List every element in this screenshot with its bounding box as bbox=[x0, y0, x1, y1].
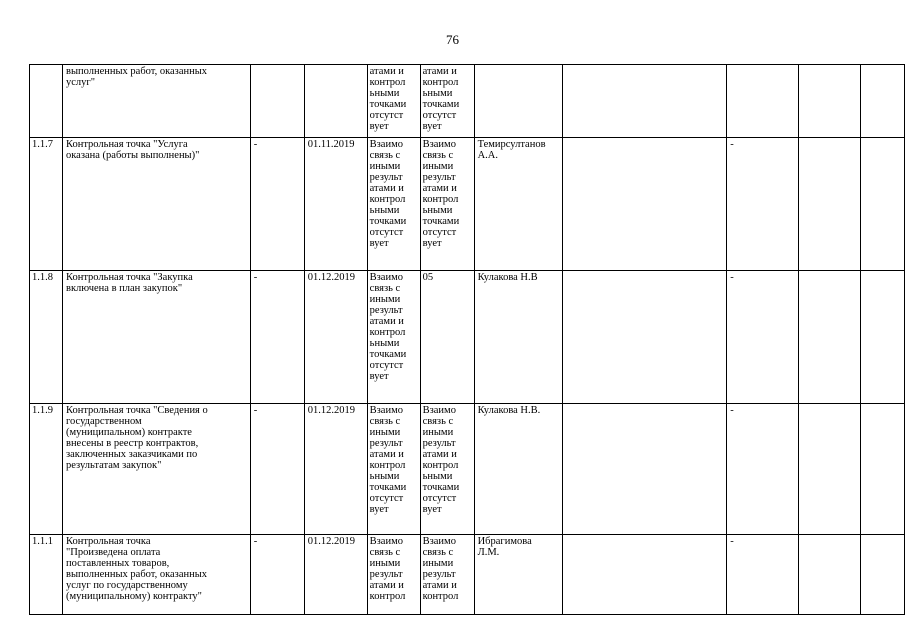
control-point-name-cell: Контрольная точка "Произведена оплата поставленных товаров, выполненных работ, оказанных услуг по государственному (муниципальному) контракту" bbox=[62, 535, 250, 615]
relation-cell: атами и контрол ьными точками отсутст вует bbox=[367, 65, 420, 138]
table-row bbox=[30, 65, 905, 138]
column-3-cell: - bbox=[250, 535, 304, 615]
column-10-cell bbox=[799, 271, 861, 404]
responsible-cell bbox=[474, 65, 562, 138]
relation-cell-2: Взаимо связь с иными результ атами и контрол bbox=[420, 535, 474, 615]
control-point-name-cell: выполненных работ, оказанных услуг" bbox=[62, 65, 250, 138]
control-point-name-cell: Контрольная точка "Услуга оказана (работы выполнены)" bbox=[62, 138, 250, 271]
column-10-cell bbox=[799, 65, 861, 138]
row-number-cell: 1.1.7 bbox=[30, 138, 63, 271]
column-8-cell bbox=[562, 271, 727, 404]
column-9-cell: - bbox=[727, 404, 799, 535]
column-10-cell bbox=[799, 138, 861, 271]
column-10-cell bbox=[799, 535, 861, 615]
column-3-cell: - bbox=[250, 138, 304, 271]
relation-cell: Взаимо связь с иными результ атами и контрол ьными точками отсутст вует bbox=[367, 404, 420, 535]
column-8-cell bbox=[562, 138, 727, 271]
date-cell: 01.12.2019 bbox=[304, 535, 367, 615]
table-row bbox=[30, 138, 905, 271]
column-11-cell bbox=[861, 65, 905, 138]
column-11-cell bbox=[861, 138, 905, 271]
column-9-cell: - bbox=[727, 138, 799, 271]
column-9-cell: - bbox=[727, 271, 799, 404]
column-11-cell bbox=[861, 271, 905, 404]
responsible-cell: Ибрагимова Л.М. bbox=[474, 535, 562, 615]
table-row bbox=[30, 271, 905, 404]
column-11-cell bbox=[861, 535, 905, 615]
column-3-cell: - bbox=[250, 271, 304, 404]
column-8-cell bbox=[562, 65, 727, 138]
relation-cell: Взаимо связь с иными результ атами и контрол ьными точками отсутст вует bbox=[367, 271, 420, 404]
date-cell bbox=[304, 65, 367, 138]
relation-cell-2: атами и контрол ьными точками отсутст вует bbox=[420, 65, 474, 138]
control-points-table bbox=[29, 64, 905, 615]
column-8-cell bbox=[562, 404, 727, 535]
control-point-name-cell: Контрольная точка "Закупка включена в план закупок" bbox=[62, 271, 250, 404]
responsible-cell: Темирсултанов А.А. bbox=[474, 138, 562, 271]
relation-cell-2: 05 bbox=[420, 271, 474, 404]
row-number-cell: 1.1.8 bbox=[30, 271, 63, 404]
table-row bbox=[30, 404, 905, 535]
column-10-cell bbox=[799, 404, 861, 535]
date-cell: 01.12.2019 bbox=[304, 404, 367, 535]
responsible-cell: Кулакова Н.В bbox=[474, 271, 562, 404]
date-cell: 01.11.2019 bbox=[304, 138, 367, 271]
column-11-cell bbox=[861, 404, 905, 535]
row-number-cell: 1.1.9 bbox=[30, 404, 63, 535]
column-8-cell bbox=[562, 535, 727, 615]
column-3-cell: - bbox=[250, 404, 304, 535]
responsible-cell: Кулакова Н.В. bbox=[474, 404, 562, 535]
column-9-cell: - bbox=[727, 535, 799, 615]
relation-cell: Взаимо связь с иными результ атами и контрол bbox=[367, 535, 420, 615]
page-number: 76 bbox=[446, 32, 459, 47]
relation-cell: Взаимо связь с иными результ атами и контрол ьными точками отсутст вует bbox=[367, 138, 420, 271]
column-3-cell bbox=[250, 65, 304, 138]
row-number-cell: 1.1.1 bbox=[30, 535, 63, 615]
table-row bbox=[30, 535, 905, 615]
column-9-cell bbox=[727, 65, 799, 138]
row-number-cell bbox=[30, 65, 63, 138]
relation-cell-2: Взаимо связь с иными результ атами и контрол ьными точками отсутст вует bbox=[420, 138, 474, 271]
date-cell: 01.12.2019 bbox=[304, 271, 367, 404]
control-point-name-cell: Контрольная точка "Сведения о государственном (муниципальном) контракте внесены в реестр контрактов, заключенных заказчиками по результатам закупок" bbox=[62, 404, 250, 535]
relation-cell-2: Взаимо связь с иными результ атами и контрол ьными точками отсутст вует bbox=[420, 404, 474, 535]
